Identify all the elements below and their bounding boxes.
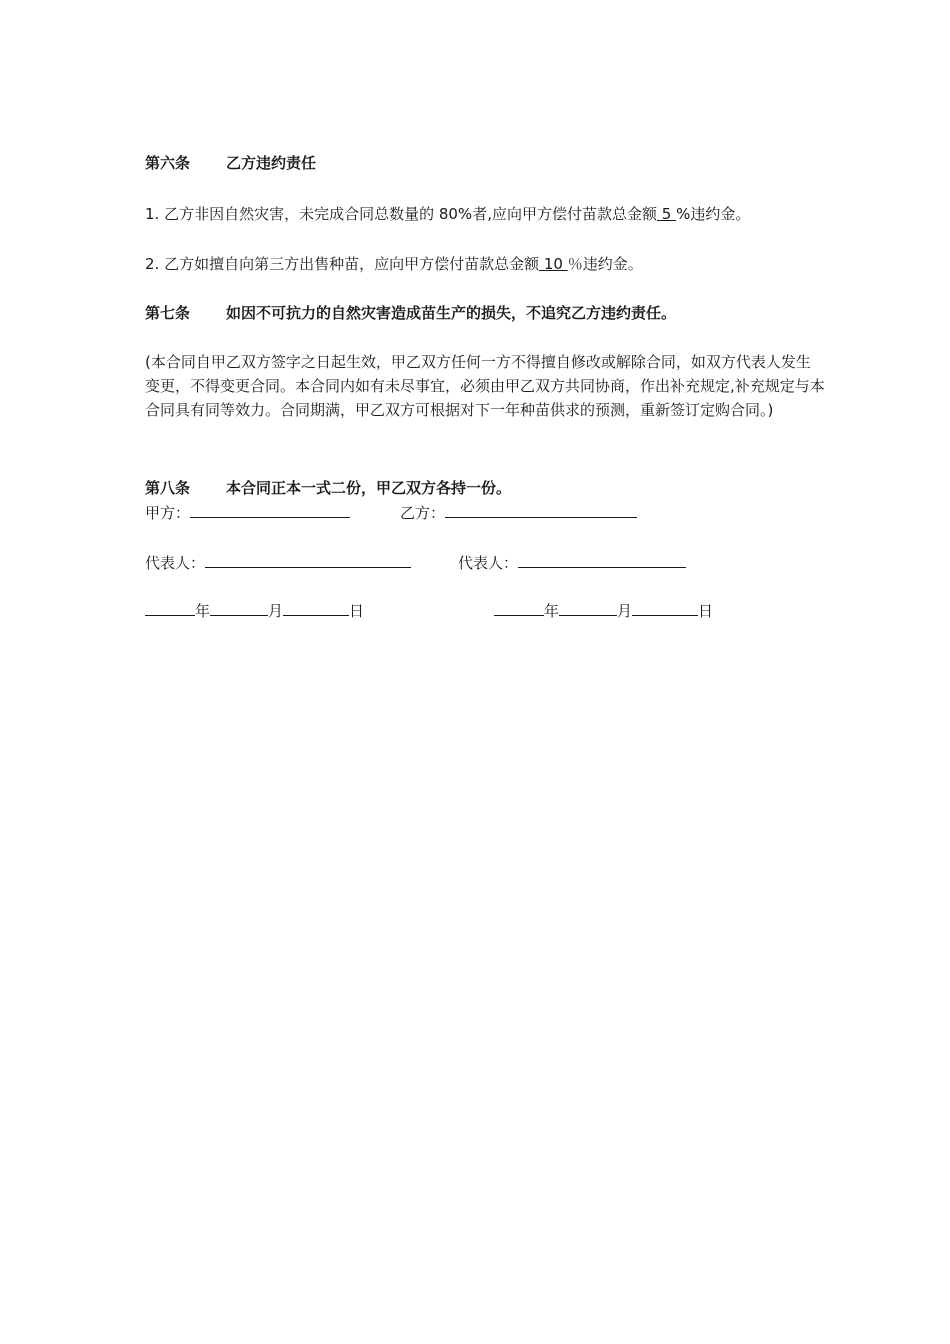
- representative-a-label: 代表人：: [145, 554, 206, 572]
- party-a: [145, 502, 350, 523]
- year-label: 年: [195, 602, 211, 620]
- item-suffix: ％违约金。: [567, 255, 643, 273]
- party-b-label: 乙方：: [400, 504, 446, 522]
- month-blank[interactable]: [210, 601, 268, 616]
- article-number: 第七条: [145, 304, 191, 322]
- party-a-blank[interactable]: [190, 503, 350, 518]
- party-a-label: 甲方：: [145, 504, 191, 522]
- party-b: [400, 502, 637, 523]
- representative-b: [458, 552, 686, 573]
- year-blank[interactable]: [145, 601, 195, 616]
- article-6-heading: [145, 152, 316, 173]
- day-blank[interactable]: [283, 601, 349, 616]
- article-6-item-2: [145, 253, 643, 274]
- month-blank[interactable]: [559, 601, 617, 616]
- article-title: 乙方违约责任: [226, 154, 317, 172]
- penalty-rate-value: 5: [656, 205, 677, 223]
- article-7: [145, 302, 676, 323]
- representative-a-blank[interactable]: [205, 553, 411, 568]
- item-suffix: %违约金。: [676, 205, 751, 223]
- year-blank[interactable]: [494, 601, 544, 616]
- article-text: 如因不可抗力的自然灾害造成苗生产的损失，不追究乙方违约责任。: [226, 304, 677, 322]
- item-text: 2. 乙方如擅自向第三方出售种苗，应向甲方偿付苗款总金额: [145, 255, 540, 273]
- day-blank[interactable]: [632, 601, 698, 616]
- year-label: 年: [544, 602, 560, 620]
- validity-note: (本合同自甲乙双方签字之日起生效，甲乙双方任何一方不得擅自修改或解除合同，如双方代表人发生变更，不得变更合同。本合同内如有未尽事宜，必须由甲乙双方共同协商，作出补充规定,补充规定与本合同具有同等效力。合同期满，甲乙双方可根据对下一年种苗供求的预测，重新签订定购合同。): [145, 353, 825, 419]
- article-8: [145, 477, 511, 498]
- article-6-item-1: [145, 203, 750, 224]
- month-label: 月: [617, 602, 633, 620]
- date-a: [145, 600, 364, 621]
- representative-b-label: 代表人：: [458, 554, 519, 572]
- representative-b-blank[interactable]: [518, 553, 686, 568]
- party-b-blank[interactable]: [445, 503, 637, 518]
- day-label: 日: [698, 602, 714, 620]
- article-text: 本合同正本一式二份，甲乙双方各持一份。: [226, 479, 512, 497]
- date-b: [494, 600, 713, 621]
- article-number: 第六条: [145, 154, 191, 172]
- penalty-rate-value: 10: [539, 255, 568, 273]
- article-number: 第八条: [145, 479, 191, 497]
- representative-a: [145, 552, 411, 573]
- item-text: 1. 乙方非因自然灾害，未完成合同总数量的 80%者,应向甲方偿付苗款总金额: [145, 205, 657, 223]
- day-label: 日: [349, 602, 365, 620]
- month-label: 月: [268, 602, 284, 620]
